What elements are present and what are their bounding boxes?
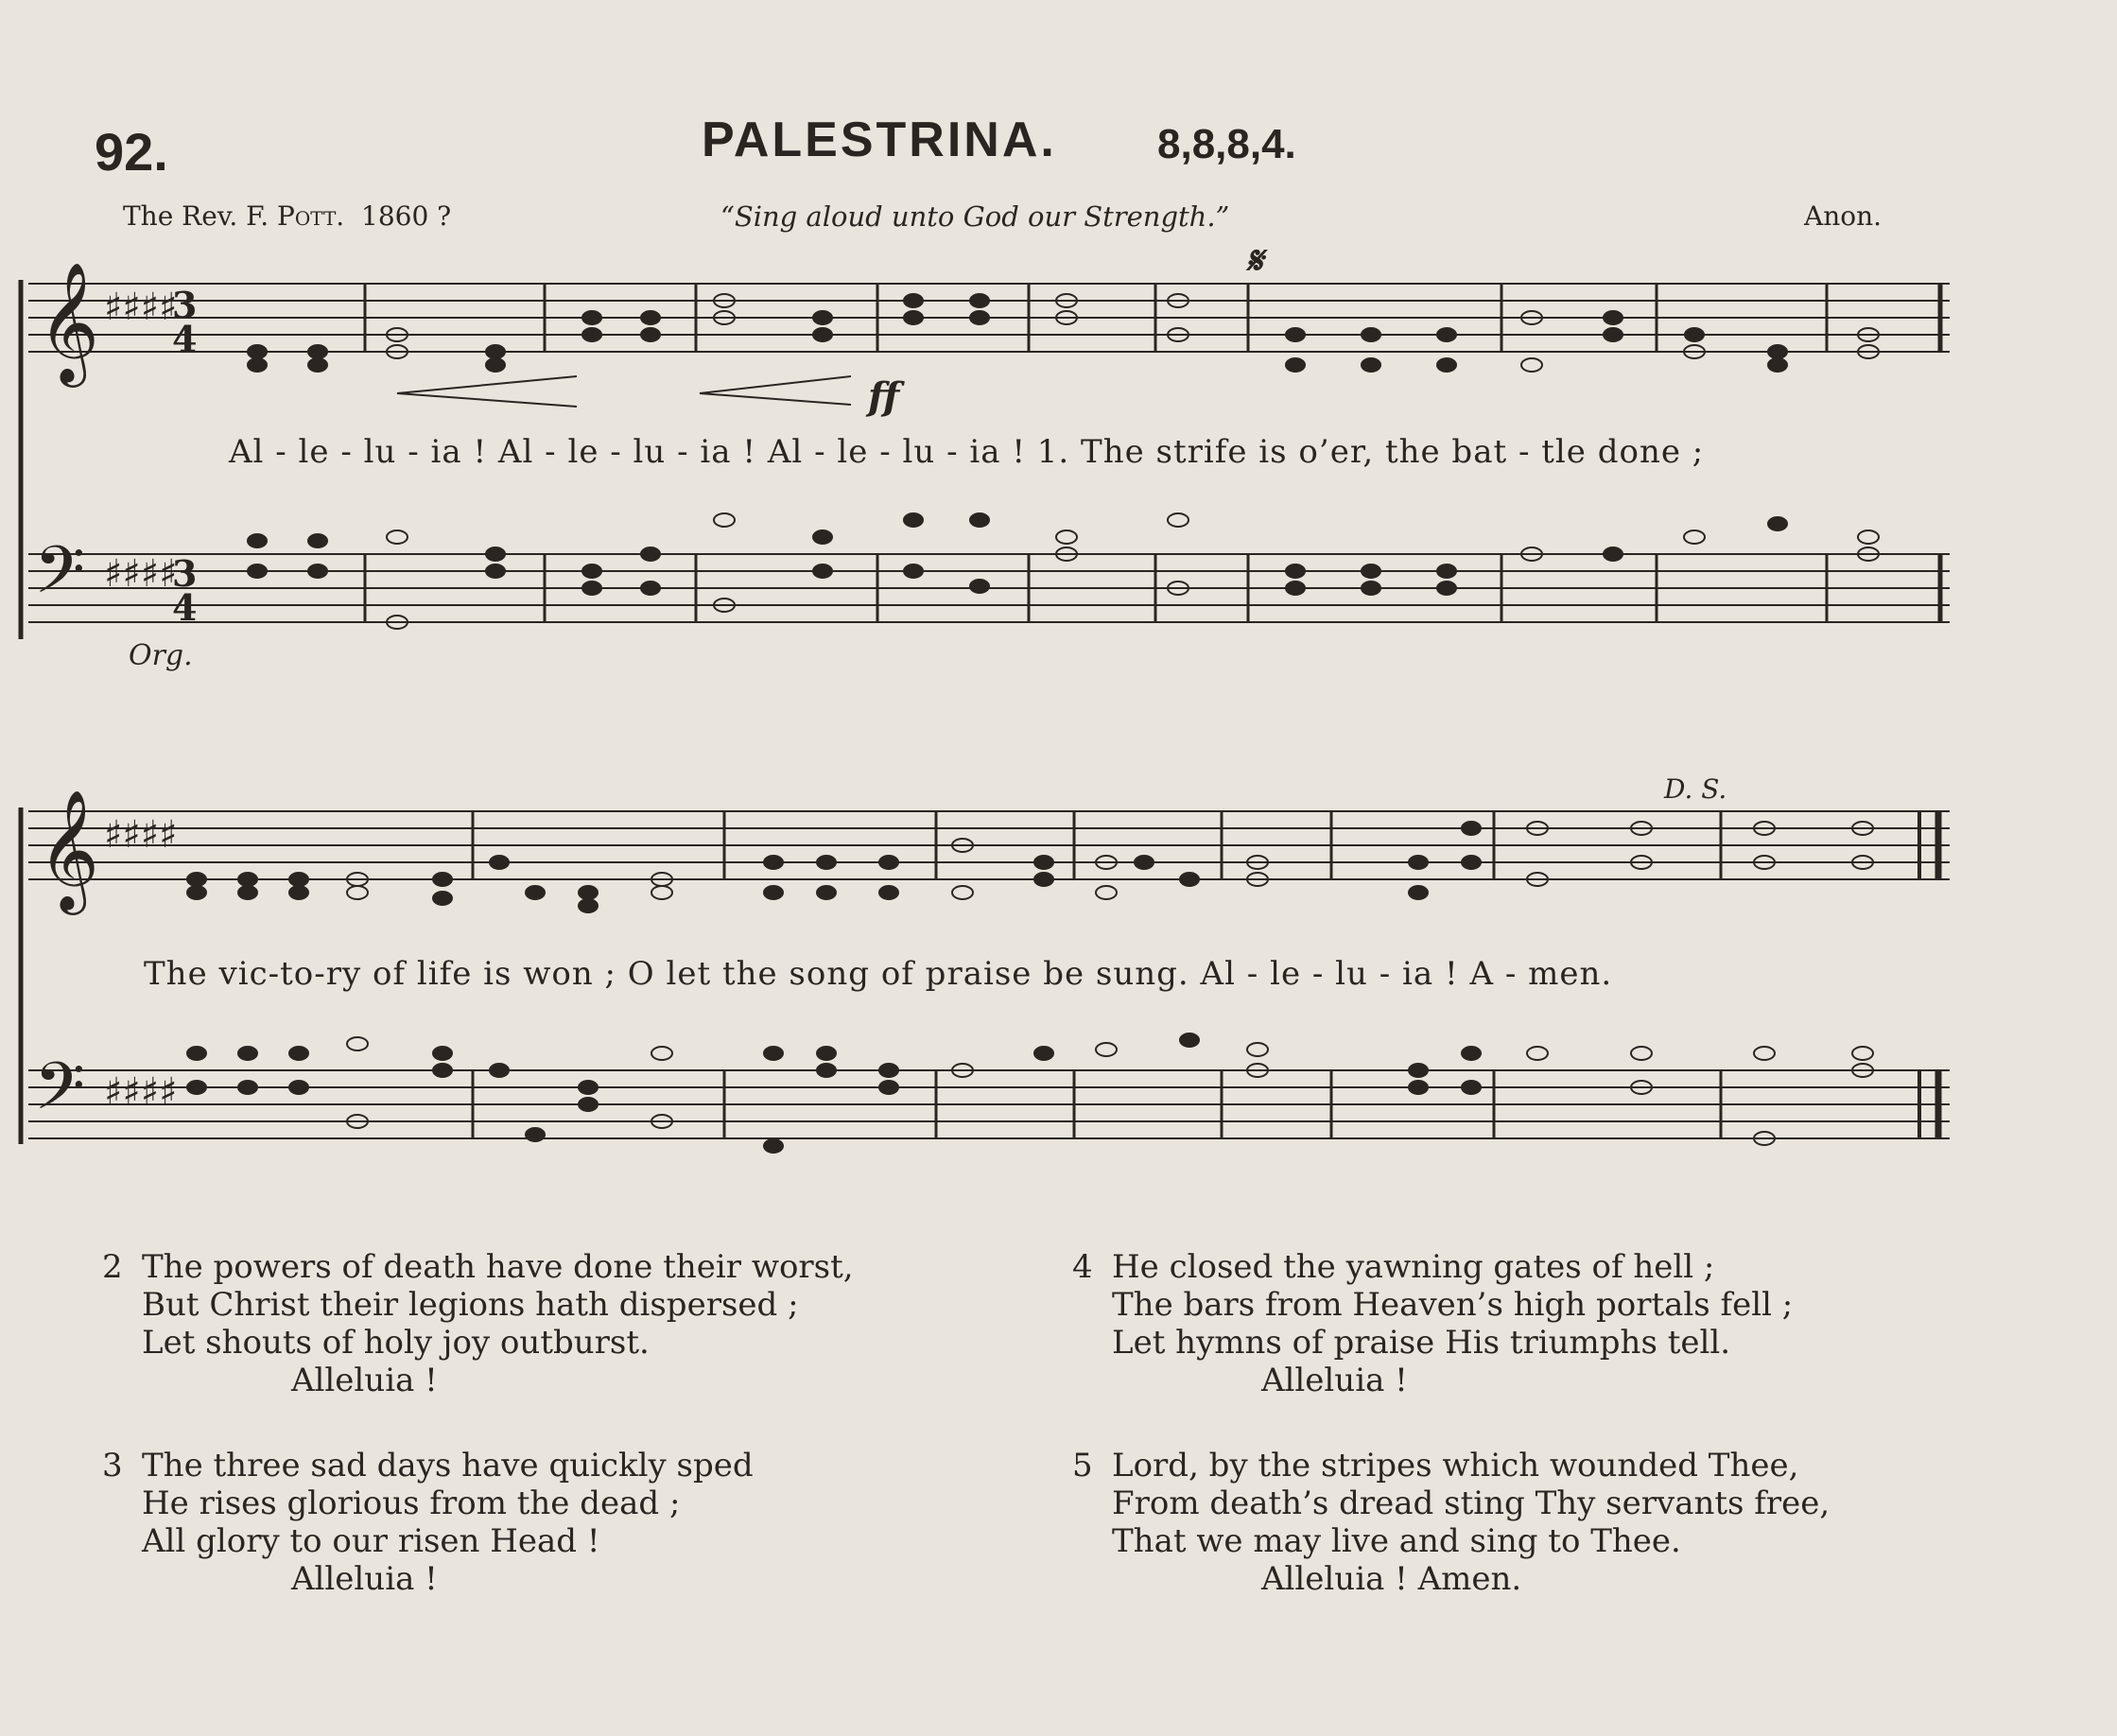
dynamic-marking: ff — [868, 374, 900, 419]
verse-line: The three sad days have quickly sped — [142, 1447, 754, 1484]
epigraph: “Sing aloud unto God our Strength.” — [720, 200, 1230, 233]
svg-text:𝄢: 𝄢 — [34, 531, 86, 624]
notes-bass-2 — [187, 1033, 1873, 1153]
treble-staff-2 — [28, 811, 1950, 879]
svg-text:♯♯♯♯: ♯♯♯♯ — [104, 1070, 178, 1114]
verse-line: That we may live and sing to Thee. — [1112, 1522, 1681, 1560]
verse-line: He rises glorious from the dead ; — [142, 1484, 681, 1522]
hymn-number: 92. — [95, 122, 168, 182]
composer-credit: Anon. — [1804, 200, 1883, 232]
svg-text:3: 3 — [172, 284, 198, 326]
verse-2 — [102, 1248, 854, 1399]
lyrics-line-1: Al - le - lu - ia ! Al - le - lu - ia ! Al - le - lu - ia ! 1. The strife is o’er, the bat - tle done ; — [229, 433, 1705, 471]
verse-line: The powers of death have done their worst, — [142, 1248, 854, 1286]
segno-sign: 𝄋 — [1246, 238, 1263, 283]
verse-line: Let shouts of holy joy outburst. — [142, 1324, 650, 1362]
dal-segno-label: D. S. — [1664, 773, 1727, 805]
notes-treble-2 — [187, 822, 1873, 912]
verse-number: 5 — [1072, 1447, 1093, 1484]
verse-refrain: Alleluia ! Amen. — [1261, 1560, 1522, 1598]
verse-line: But Christ their legions hath dispersed ; — [142, 1286, 799, 1324]
verse-refrain: Alleluia ! — [291, 1560, 438, 1598]
notes-treble-1 — [248, 294, 1879, 372]
organ-label: Org. — [129, 639, 193, 672]
verse-number: 3 — [102, 1447, 123, 1484]
hymn-title: PALESTRINA. — [702, 113, 1057, 167]
svg-text:♯♯♯♯: ♯♯♯♯ — [104, 286, 178, 329]
svg-text:𝄞: 𝄞 — [38, 261, 100, 382]
verse-line: Let hymns of praise His triumphs tell. — [1112, 1324, 1731, 1362]
verse-line: All glory to our risen Head ! — [142, 1522, 600, 1560]
verse-number: 2 — [102, 1248, 123, 1286]
verse-refrain: Alleluia ! — [291, 1362, 438, 1399]
svg-text:♯♯♯♯: ♯♯♯♯ — [104, 552, 178, 596]
svg-text:𝄞: 𝄞 — [38, 789, 100, 910]
svg-text:♯♯♯♯: ♯♯♯♯ — [104, 813, 178, 857]
hymn-meter: 8,8,8,4. — [1157, 121, 1296, 167]
bass-staff-2 — [28, 1070, 1950, 1138]
svg-text:3: 3 — [172, 552, 198, 595]
lyrics-line-2: The vic-to-ry of life is won ; O let the song of praise be sung. Al - le - lu - ia ! A - men. — [144, 955, 1613, 993]
author-name: The Rev. F. P — [123, 200, 295, 232]
verse-refrain: Alleluia ! — [1261, 1362, 1408, 1399]
verse-3 — [102, 1447, 754, 1598]
verse-5 — [1072, 1447, 1831, 1598]
verse-4 — [1072, 1248, 1794, 1399]
verse-line: He closed the yawning gates of hell ; — [1112, 1248, 1715, 1286]
svg-text:4: 4 — [172, 318, 198, 360]
svg-text:4: 4 — [172, 586, 198, 629]
verse-line: Lord, by the stripes which wounded Thee, — [1112, 1447, 1799, 1484]
author-year: 1860 ? — [361, 200, 452, 232]
verse-line: The bars from Heaven’s high portals fell ; — [1112, 1286, 1794, 1324]
svg-text:𝄢: 𝄢 — [34, 1048, 86, 1140]
verse-number: 4 — [1072, 1248, 1093, 1286]
author-name-smallcaps: ott. — [294, 200, 345, 232]
verse-line: From death’s dread sting Thy servants free, — [1112, 1484, 1831, 1522]
